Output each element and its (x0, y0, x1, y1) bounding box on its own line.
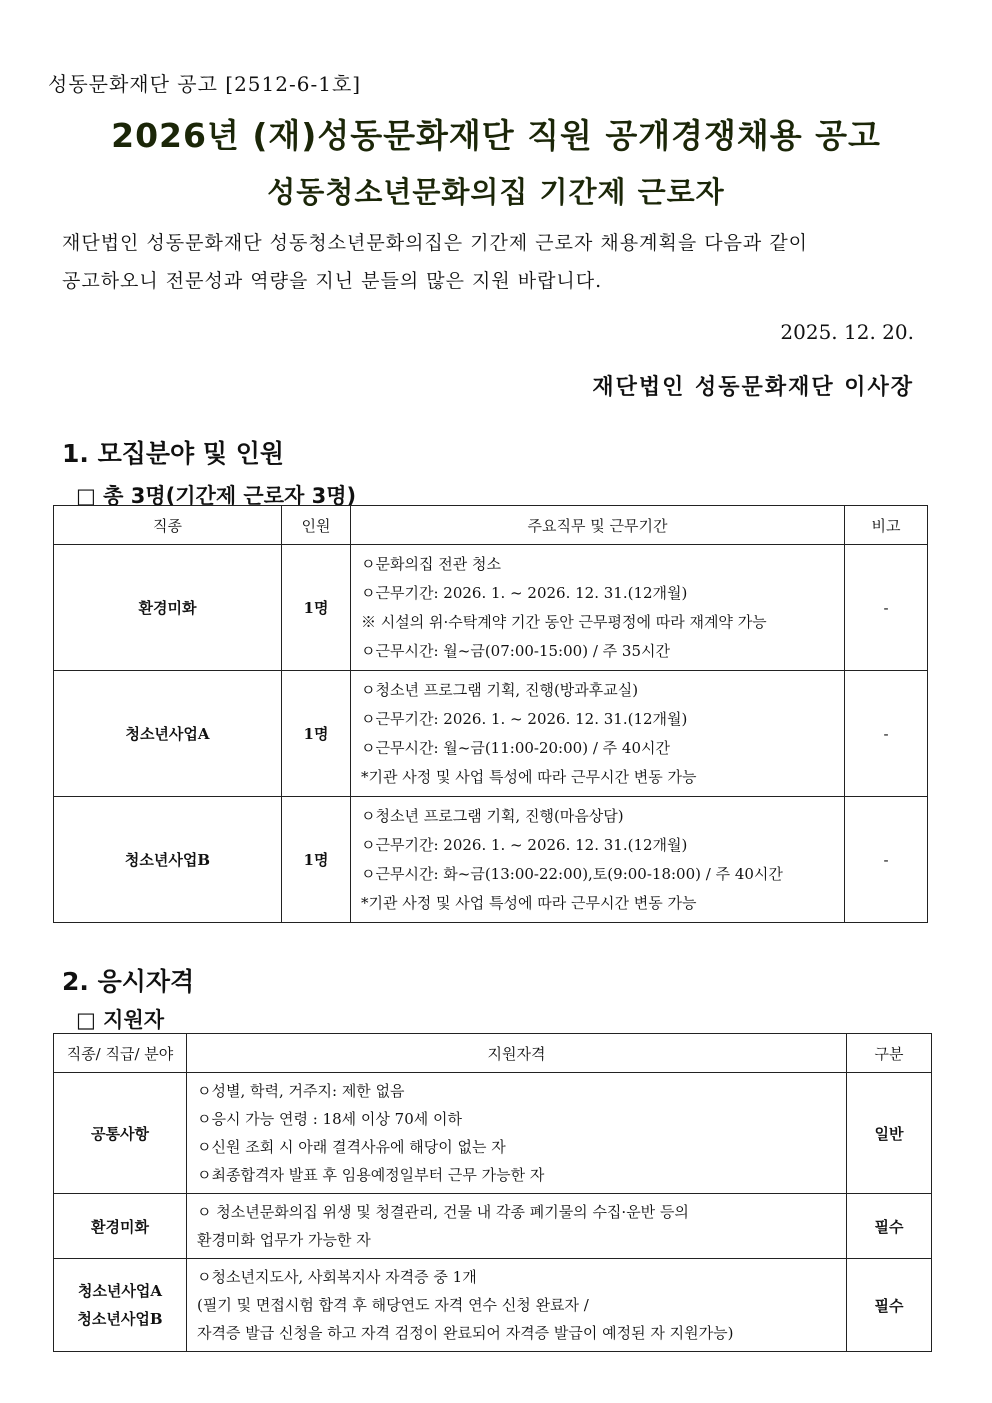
qualification-line: ㅇ성별, 학력, 거주지: 제한 없음 (197, 1082, 405, 1100)
remarks: - (845, 671, 928, 797)
duty-line: ㅇ청소년 프로그램 기획, 진행(방과후교실) (361, 680, 639, 699)
table-row (54, 797, 928, 923)
table-header-row (54, 1034, 932, 1073)
duty-line: *기관 사정 및 사업 특성에 따라 근무시간 변동 가능 (361, 893, 697, 912)
field-label: 청소년사업A (77, 1282, 163, 1300)
intro-line-2: 공고하오니 전문성과 역량을 지닌 분들의 많은 지원 바랍니다. (62, 270, 603, 292)
duty-line: ㅇ청소년 프로그램 기획, 진행(마음상담) (361, 806, 624, 825)
signer: 재단법인 성동문화재단 이사장 (592, 374, 914, 400)
duties-cell (351, 545, 845, 671)
column-header: 주요직무 및 근무기간 (351, 506, 845, 545)
column-header: 직종 (54, 506, 282, 545)
notice-date: 2025. 12. 20. (780, 320, 914, 344)
job-type: 청소년사업B (54, 797, 282, 923)
headcount: 1명 (282, 671, 351, 797)
field-cell (54, 1194, 187, 1259)
column-header: 직종/ 직급/ 분야 (54, 1034, 187, 1073)
job-type: 환경미화 (54, 545, 282, 671)
duty-line: ㅇ근무시간: 화~금(13:00-22:00),토(9:00-18:00) / 주 40시간 (361, 864, 783, 883)
qualification-line: 자격증 발급 신청을 하고 자격 검정이 완료되어 자격증 발급이 예정된 자 지원가능) (197, 1324, 734, 1342)
column-header: 구분 (847, 1034, 932, 1073)
qualifications-cell (187, 1073, 847, 1194)
duty-line: ㅇ근무기간: 2026. 1. ~ 2026. 12. 31.(12개월) (361, 583, 688, 602)
table-row (54, 671, 928, 797)
field-cell (54, 1073, 187, 1194)
duties-cell (351, 671, 845, 797)
recruitment-table (53, 505, 928, 923)
notice-number: 성동문화재단 공고 [2512-6-1호] (48, 72, 362, 96)
duty-line: ㅇ근무기간: 2026. 1. ~ 2026. 12. 31.(12개월) (361, 835, 688, 854)
category: 필수 (847, 1194, 932, 1259)
remarks: - (845, 797, 928, 923)
subheading-total: □ 총 3명(기간제 근로자 3명) (76, 484, 357, 508)
field-label: 청소년사업B (77, 1310, 163, 1328)
category: 일반 (847, 1073, 932, 1194)
category: 필수 (847, 1259, 932, 1352)
qualification-line: ㅇ 청소년문화의집 위생 및 청결관리, 건물 내 각종 폐기물의 수집·운반 등의 (197, 1203, 689, 1221)
qualifications-cell (187, 1194, 847, 1259)
qualification-line: ㅇ청소년지도사, 사회복지사 자격증 중 1개 (197, 1268, 477, 1286)
column-header: 지원자격 (187, 1034, 847, 1073)
qualifications-cell (187, 1259, 847, 1352)
duty-line: ㅇ근무시간: 월~금(11:00-20:00) / 주 40시간 (361, 738, 670, 757)
table-header-row (54, 506, 928, 545)
field-label: 공통사항 (91, 1124, 149, 1143)
qualification-line: 환경미화 업무가 가능한 자 (197, 1231, 371, 1249)
table-row (54, 1194, 932, 1259)
duty-line: ㅇ근무시간: 월~금(07:00-15:00) / 주 35시간 (361, 641, 670, 660)
duty-line: ※ 시설의 위·수탁계약 기간 동안 근무평정에 따라 재계약 가능 (361, 612, 767, 631)
headcount: 1명 (282, 545, 351, 671)
section-heading-qualifications: 2. 응시자격 (62, 967, 195, 996)
remarks: - (845, 545, 928, 671)
subheading-applicants: □ 지원자 (76, 1008, 165, 1032)
table-row (54, 1259, 932, 1352)
qualification-line: ㅇ신원 조회 시 아래 결격사유에 해당이 없는 자 (197, 1138, 506, 1156)
qualification-line: ㅇ응시 가능 연령 : 18세 이상 70세 이하 (197, 1110, 462, 1128)
duties-cell (351, 797, 845, 923)
field-label: 환경미화 (91, 1217, 149, 1236)
column-header: 비고 (845, 506, 928, 545)
page-subtitle: 성동청소년문화의집 기간제 근로자 (267, 175, 725, 209)
duty-line: *기관 사정 및 사업 특성에 따라 근무시간 변동 가능 (361, 767, 697, 786)
duty-line: ㅇ문화의집 전관 청소 (361, 554, 501, 573)
headcount: 1명 (282, 797, 351, 923)
section-heading-recruitment: 1. 모집분야 및 인원 (62, 439, 285, 468)
qualification-line: (필기 및 면접시험 합격 후 해당연도 자격 연수 신청 완료자 / (197, 1296, 589, 1314)
job-type: 청소년사업A (54, 671, 282, 797)
table-row (54, 545, 928, 671)
qualification-line: ㅇ최종합격자 발표 후 임용예정일부터 근무 가능한 자 (197, 1166, 545, 1184)
field-cell (54, 1259, 187, 1352)
intro-line-1: 재단법인 성동문화재단 성동청소년문화의집은 기간제 근로자 채용계획을 다음과 같이 (62, 232, 809, 254)
page-title: 2026년 (재)성동문화재단 직원 공개경쟁채용 공고 (111, 116, 881, 155)
duty-line: ㅇ근무기간: 2026. 1. ~ 2026. 12. 31.(12개월) (361, 709, 688, 728)
qualification-table (53, 1033, 932, 1352)
table-row (54, 1073, 932, 1194)
column-header: 인원 (282, 506, 351, 545)
